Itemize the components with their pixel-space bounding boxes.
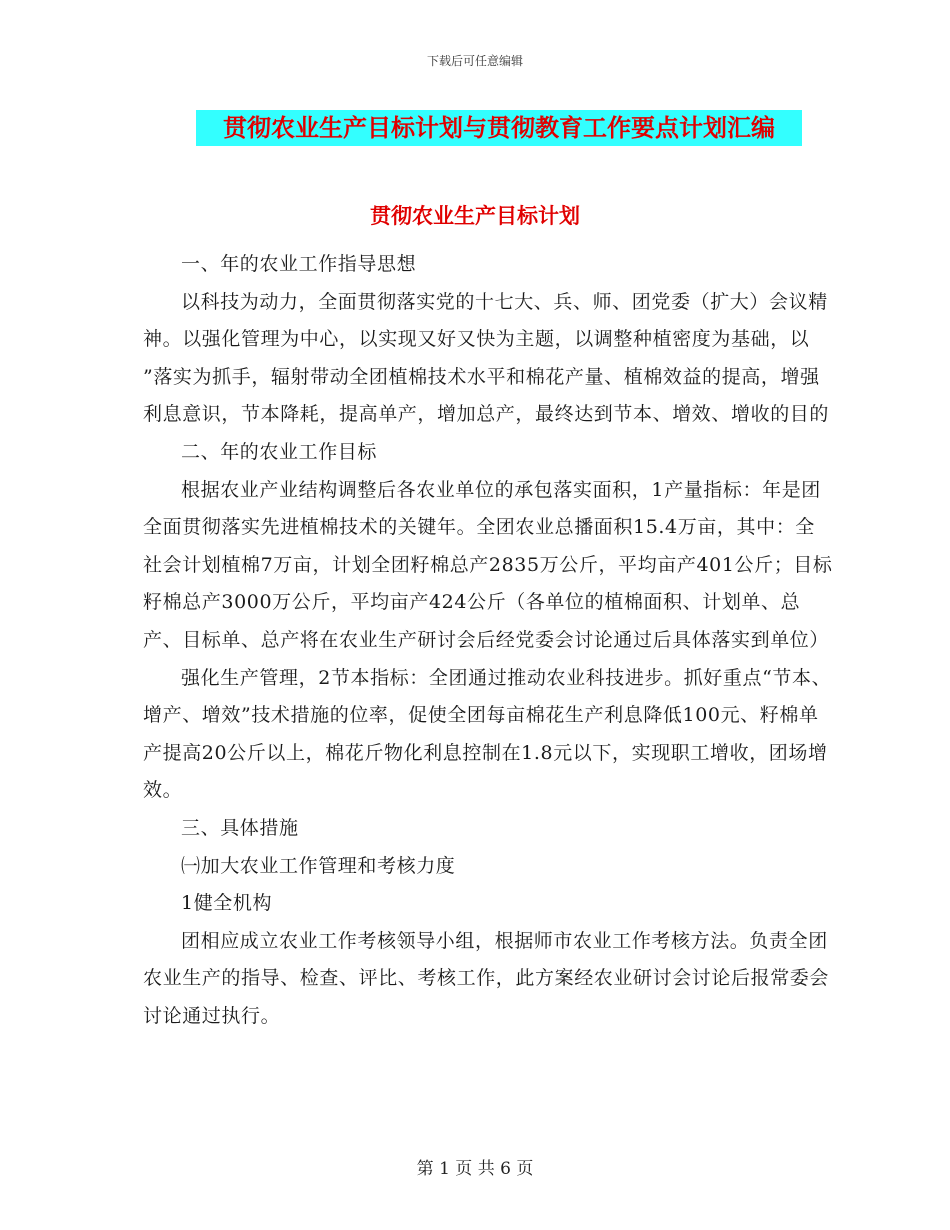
heading-specific-measures: 三、具体措施	[181, 816, 299, 839]
paragraph-cost-saving-target: 强化生产管理，2节本指标：全团通过推动农业科技进步。抓好重点“节本、增产、增效”技术措施的位率，促使全团每亩棉花生产利息降低100元、籽棉单产提高20公斤以上，棉花斤物化利息控制在1.8元以下，实现职工增收，团场增效。	[143, 666, 832, 802]
document-body	[143, 246, 833, 1035]
section-title: 贯彻农业生产目标计划	[370, 203, 580, 228]
paragraph-guiding-thought: 以科技为动力，全面贯彻落实党的十七大、兵、师、团党委（扩大）会议精神。以强化管理为中心，以实现又好又快为主题，以调整种植密度为基础，以 ”落实为抓手，辐射带动全团植棉技术水平和棉花产量、植棉效益的提高，增强利息意识，节本降耗，提高单产，增加总产，最终达到节本、增效、增收的目的	[143, 290, 830, 426]
heading-work-goals: 二、年的农业工作目标	[181, 440, 378, 463]
paragraph-production-target: 根据农业产业结构调整后各农业单位的承包落实面积，1产量指标：年是团全面贯彻落实先进植棉技术的关键年。全团农业总播面积15.4万亩，其中：全社会计划植棉7万亩，计划全团籽棉总产2835万公斤，平均亩产401公斤；目标籽棉总产3000万公斤，平均亩产424公斤（各单位的植棉面积、计划单、总产、目标单、总产将在农业生产研讨会后经党委会讨论通过后具体落实到单位）	[143, 478, 833, 651]
subheading-management: ㈠加大农业工作管理和考核力度	[181, 854, 456, 877]
header-note: 下载后可任意编辑	[426, 54, 523, 68]
subheading-organization: 1健全机构	[181, 892, 273, 915]
paragraph-organization: 团相应成立农业工作考核领导小组，根据师市农业工作考核方法。负责全团农业生产的指导、检查、评比、考核工作，此方案经农业研讨会讨论后报常委会讨论通过执行。	[143, 929, 830, 1027]
heading-guiding-thought: 一、年的农业工作指导思想	[181, 253, 417, 275]
document-main-title: 贯彻农业生产目标计划与贯彻教育工作要点计划汇编	[196, 110, 802, 146]
page-number: 第 1 页 共 6 页	[416, 1159, 534, 1179]
